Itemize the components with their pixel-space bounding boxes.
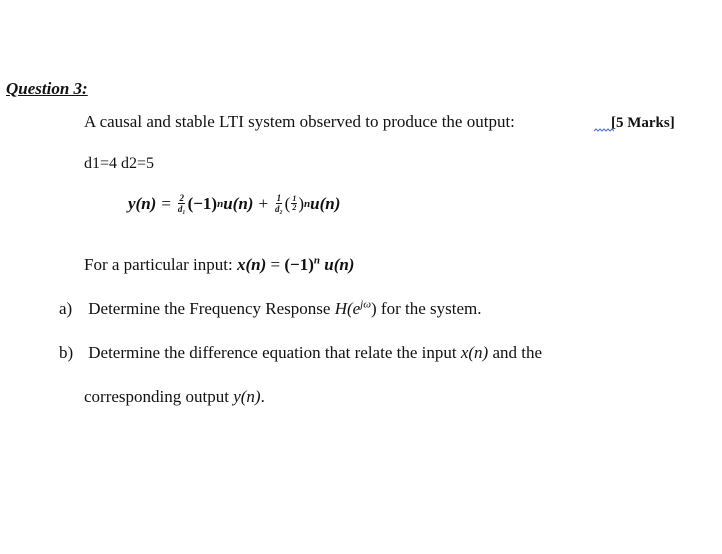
- item-b-text: Determine the difference equation that relate the input: [88, 343, 461, 362]
- eq-term1-step: u(n): [223, 193, 254, 213]
- item-b2-text: corresponding output: [84, 387, 234, 406]
- item-b-tail: and the: [492, 343, 543, 362]
- eq-frac-2: [274, 193, 284, 214]
- eq-frac-2-num: 1: [276, 193, 282, 203]
- eq-paren-open: (: [284, 193, 291, 213]
- particular-equals: =: [270, 255, 285, 274]
- question-title: Question 3:: [6, 79, 88, 98]
- parameters: d1=4 d2=5: [84, 155, 155, 172]
- particular-input: [84, 255, 354, 275]
- item-b2-math: y(n): [233, 387, 261, 406]
- eq-frac-1-num: 2: [179, 193, 184, 203]
- eq-inner-frac: [291, 195, 297, 212]
- item-a: [59, 299, 482, 319]
- particular-base: (−1): [284, 255, 314, 274]
- eq-plus: +: [258, 193, 269, 213]
- particular-exp: n: [313, 254, 320, 267]
- eq-term2-step: u(n): [310, 193, 341, 213]
- eq-frac-1: [177, 193, 187, 214]
- item-b-math: x(n): [460, 343, 489, 362]
- item-a-close: ): [371, 299, 377, 318]
- eq-inner-den: 2: [292, 203, 297, 212]
- output-equation: y(n) = $\frac{2}{\text{d₁}}$ (−1) n u(n) + $\frac{1}{\text{d₂}}$ ( $\frac{1}{2}$ ) n u(n): [128, 193, 341, 214]
- spellcheck-underline: [594, 128, 614, 133]
- eq-frac-1-den: d₁: [177, 204, 186, 214]
- eq-paren-close: ): [298, 193, 305, 213]
- item-b: [59, 343, 542, 363]
- eq-lhs: y(n): [128, 193, 157, 213]
- marks-label: [5 Marks]: [611, 115, 675, 131]
- eq-frac-2-den: d₂: [275, 204, 283, 214]
- item-a-tail: for the system.: [380, 299, 482, 318]
- particular-step: u(n): [324, 255, 355, 274]
- eq-equals: =: [161, 193, 171, 213]
- item-b-label: b): [59, 343, 74, 362]
- item-a-text: Determine the Frequency Response: [88, 299, 335, 318]
- item-b-continued: [84, 387, 265, 407]
- item-b2-tail: .: [260, 387, 265, 406]
- eq-inner-num: 1: [292, 194, 297, 203]
- eq-term1-base: (−1): [187, 193, 218, 213]
- question-intro: A causal and stable LTI system observed to produce the output:: [84, 112, 515, 131]
- item-a-exp: jω: [360, 298, 371, 311]
- particular-text: For a particular input:: [84, 255, 237, 274]
- item-a-math: H(e: [334, 299, 361, 318]
- item-a-label: a): [59, 299, 73, 318]
- particular-x: x(n): [236, 255, 267, 274]
